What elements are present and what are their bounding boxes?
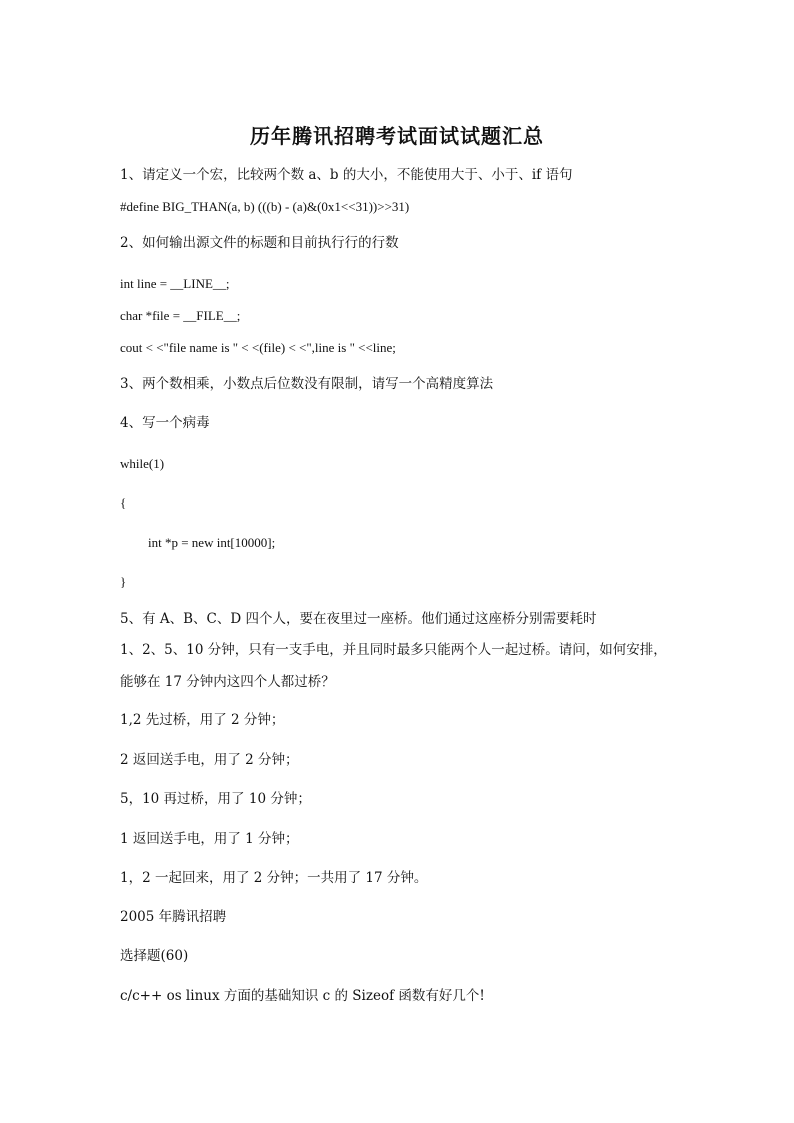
answer-step-2: 2 返回送手电，用了 2 分钟； [120,752,299,768]
question-1: 1、请定义一个宏，比较两个数 a、b 的大小，不能使用大于、小于、if 语句 [120,167,573,183]
section-multiple-choice: 选择题(60) [120,948,189,964]
question-5-line-3: 能够在 17 分钟内这四个人都过桥？ [120,674,335,690]
answer-step-5: 1，2 一起回来，用了 2 分钟；一共用了 17 分钟。 [120,870,428,886]
document-title: 历年腾讯招聘考试面试试题汇总 [250,124,544,148]
section-2005: 2005 年腾讯招聘 [120,909,227,925]
code-line-cout: cout < <"file name is " < <(file) < <",line is " <<line; [120,340,396,355]
answer-step-3: 5，10 再过桥，用了 10 分钟； [120,791,311,807]
code-line-int-line: int line = __LINE__; [120,276,230,291]
answer-step-4: 1 返回送手电，用了 1 分钟； [120,831,299,847]
question-5: 5、有 A、B、C、D 四个人，要在夜里过一座桥。他们通过这座桥分别需要耗时 [120,611,597,627]
code-line-while: while(1) [120,456,165,471]
code-line-new-int: int *p = new int[10000]; [148,535,276,550]
code-line-close-brace: } [120,574,127,589]
question-5-line-2: 1、2、5、10 分钟，只有一支手电，并且同时最多只能两个人一起过桥。请问，如何安排， [120,642,667,658]
question-2: 2、如何输出源文件的标题和目前执行行的行数 [120,235,399,251]
code-line-open-brace: { [120,495,127,510]
question-3: 3、两个数相乘，小数点后位数没有限制，请写一个高精度算法 [120,376,494,392]
question-4: 4、写一个病毒 [120,415,210,431]
code-line-char-file: char *file = __FILE__; [120,308,241,323]
section-basics-note: c/c++ os linux 方面的基础知识 c 的 Sizeof 函数有好几个! [120,988,485,1004]
code-line-define: #define BIG_THAN(a, b) (((b) - (a)&(0x1<<31))>>31) [120,199,410,214]
answer-step-1: 1,2 先过桥，用了 2 分钟； [120,712,285,728]
